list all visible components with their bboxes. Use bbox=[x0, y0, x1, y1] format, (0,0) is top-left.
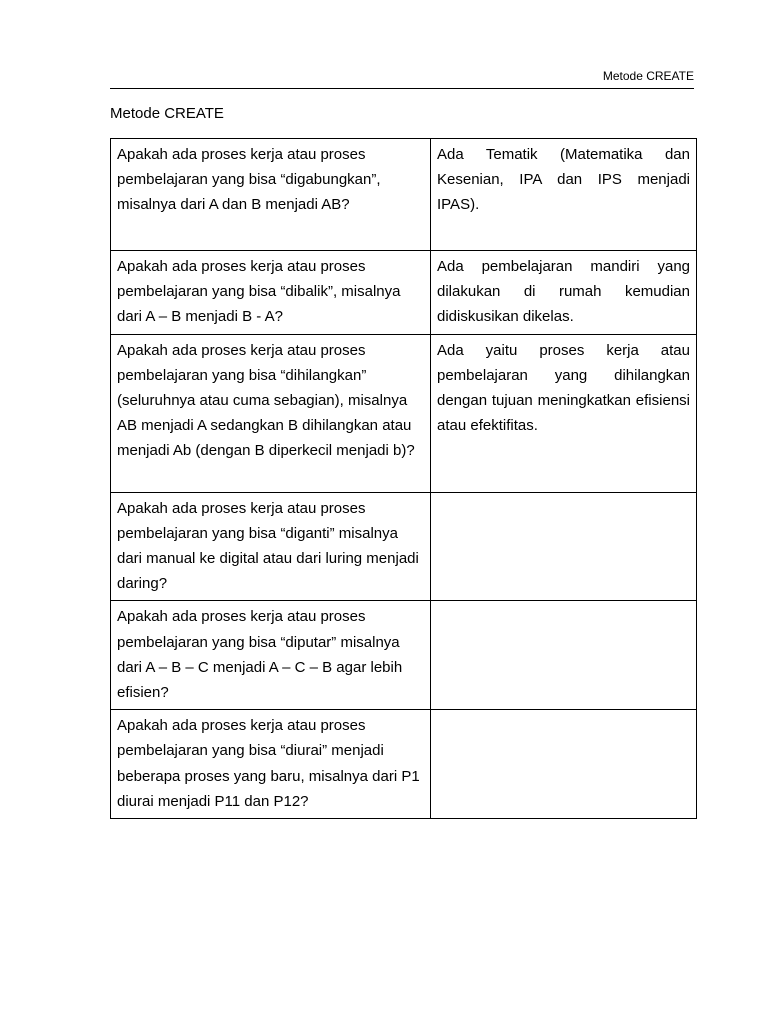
table-row bbox=[111, 251, 697, 335]
answer-cell bbox=[431, 710, 697, 819]
question-cell: Apakah ada proses kerja atau proses pembelajaran yang bisa “diganti” misalnya dari manual ke digital atau dari luring menjadi daring? bbox=[111, 492, 431, 601]
question-cell: Apakah ada proses kerja atau proses pembelajaran yang bisa “dibalik”, misalnya dari A – B menjadi B - A? bbox=[111, 251, 431, 335]
table-row bbox=[111, 710, 697, 819]
create-method-table bbox=[110, 138, 697, 819]
question-cell: Apakah ada proses kerja atau proses pembelajaran yang bisa “dihilangkan” (seluruhnya atau cuma sebagian), misalnya AB menjadi A sedangkan B dihilangkan atau menjadi Ab (dengan B diperkecil menjadi b)? bbox=[111, 334, 431, 492]
question-cell: Apakah ada proses kerja atau proses pembelajaran yang bisa “digabungkan”, misalnya dari A dan B menjadi AB? bbox=[111, 139, 431, 251]
answer-cell: Ada Tematik (Matematika dan Kesenian, IPA dan IPS menjadi IPAS). bbox=[431, 139, 697, 251]
table-row bbox=[111, 492, 697, 601]
table-row bbox=[111, 139, 697, 251]
answer-cell bbox=[431, 492, 697, 601]
answer-cell: Ada yaitu proses kerja atau pembelajaran yang dihilangkan dengan tujuan meningkatkan efisiensi atau efektifitas. bbox=[431, 334, 697, 492]
answer-cell bbox=[431, 601, 697, 710]
table-row bbox=[111, 601, 697, 710]
question-cell: Apakah ada proses kerja atau proses pembelajaran yang bisa “diurai” menjadi beberapa proses yang baru, misalnya dari P1 diurai menjadi P11 dan P12? bbox=[111, 710, 431, 819]
running-header: Metode CREATE bbox=[110, 68, 694, 89]
table-row bbox=[111, 334, 697, 492]
answer-cell: Ada pembelajaran mandiri yang dilakukan di rumah kemudian didiskusikan dikelas. bbox=[431, 251, 697, 335]
question-cell: Apakah ada proses kerja atau proses pembelajaran yang bisa “diputar” misalnya dari A – B – C menjadi A – C – B agar lebih efisien? bbox=[111, 601, 431, 710]
page-title: Metode CREATE bbox=[110, 105, 224, 122]
